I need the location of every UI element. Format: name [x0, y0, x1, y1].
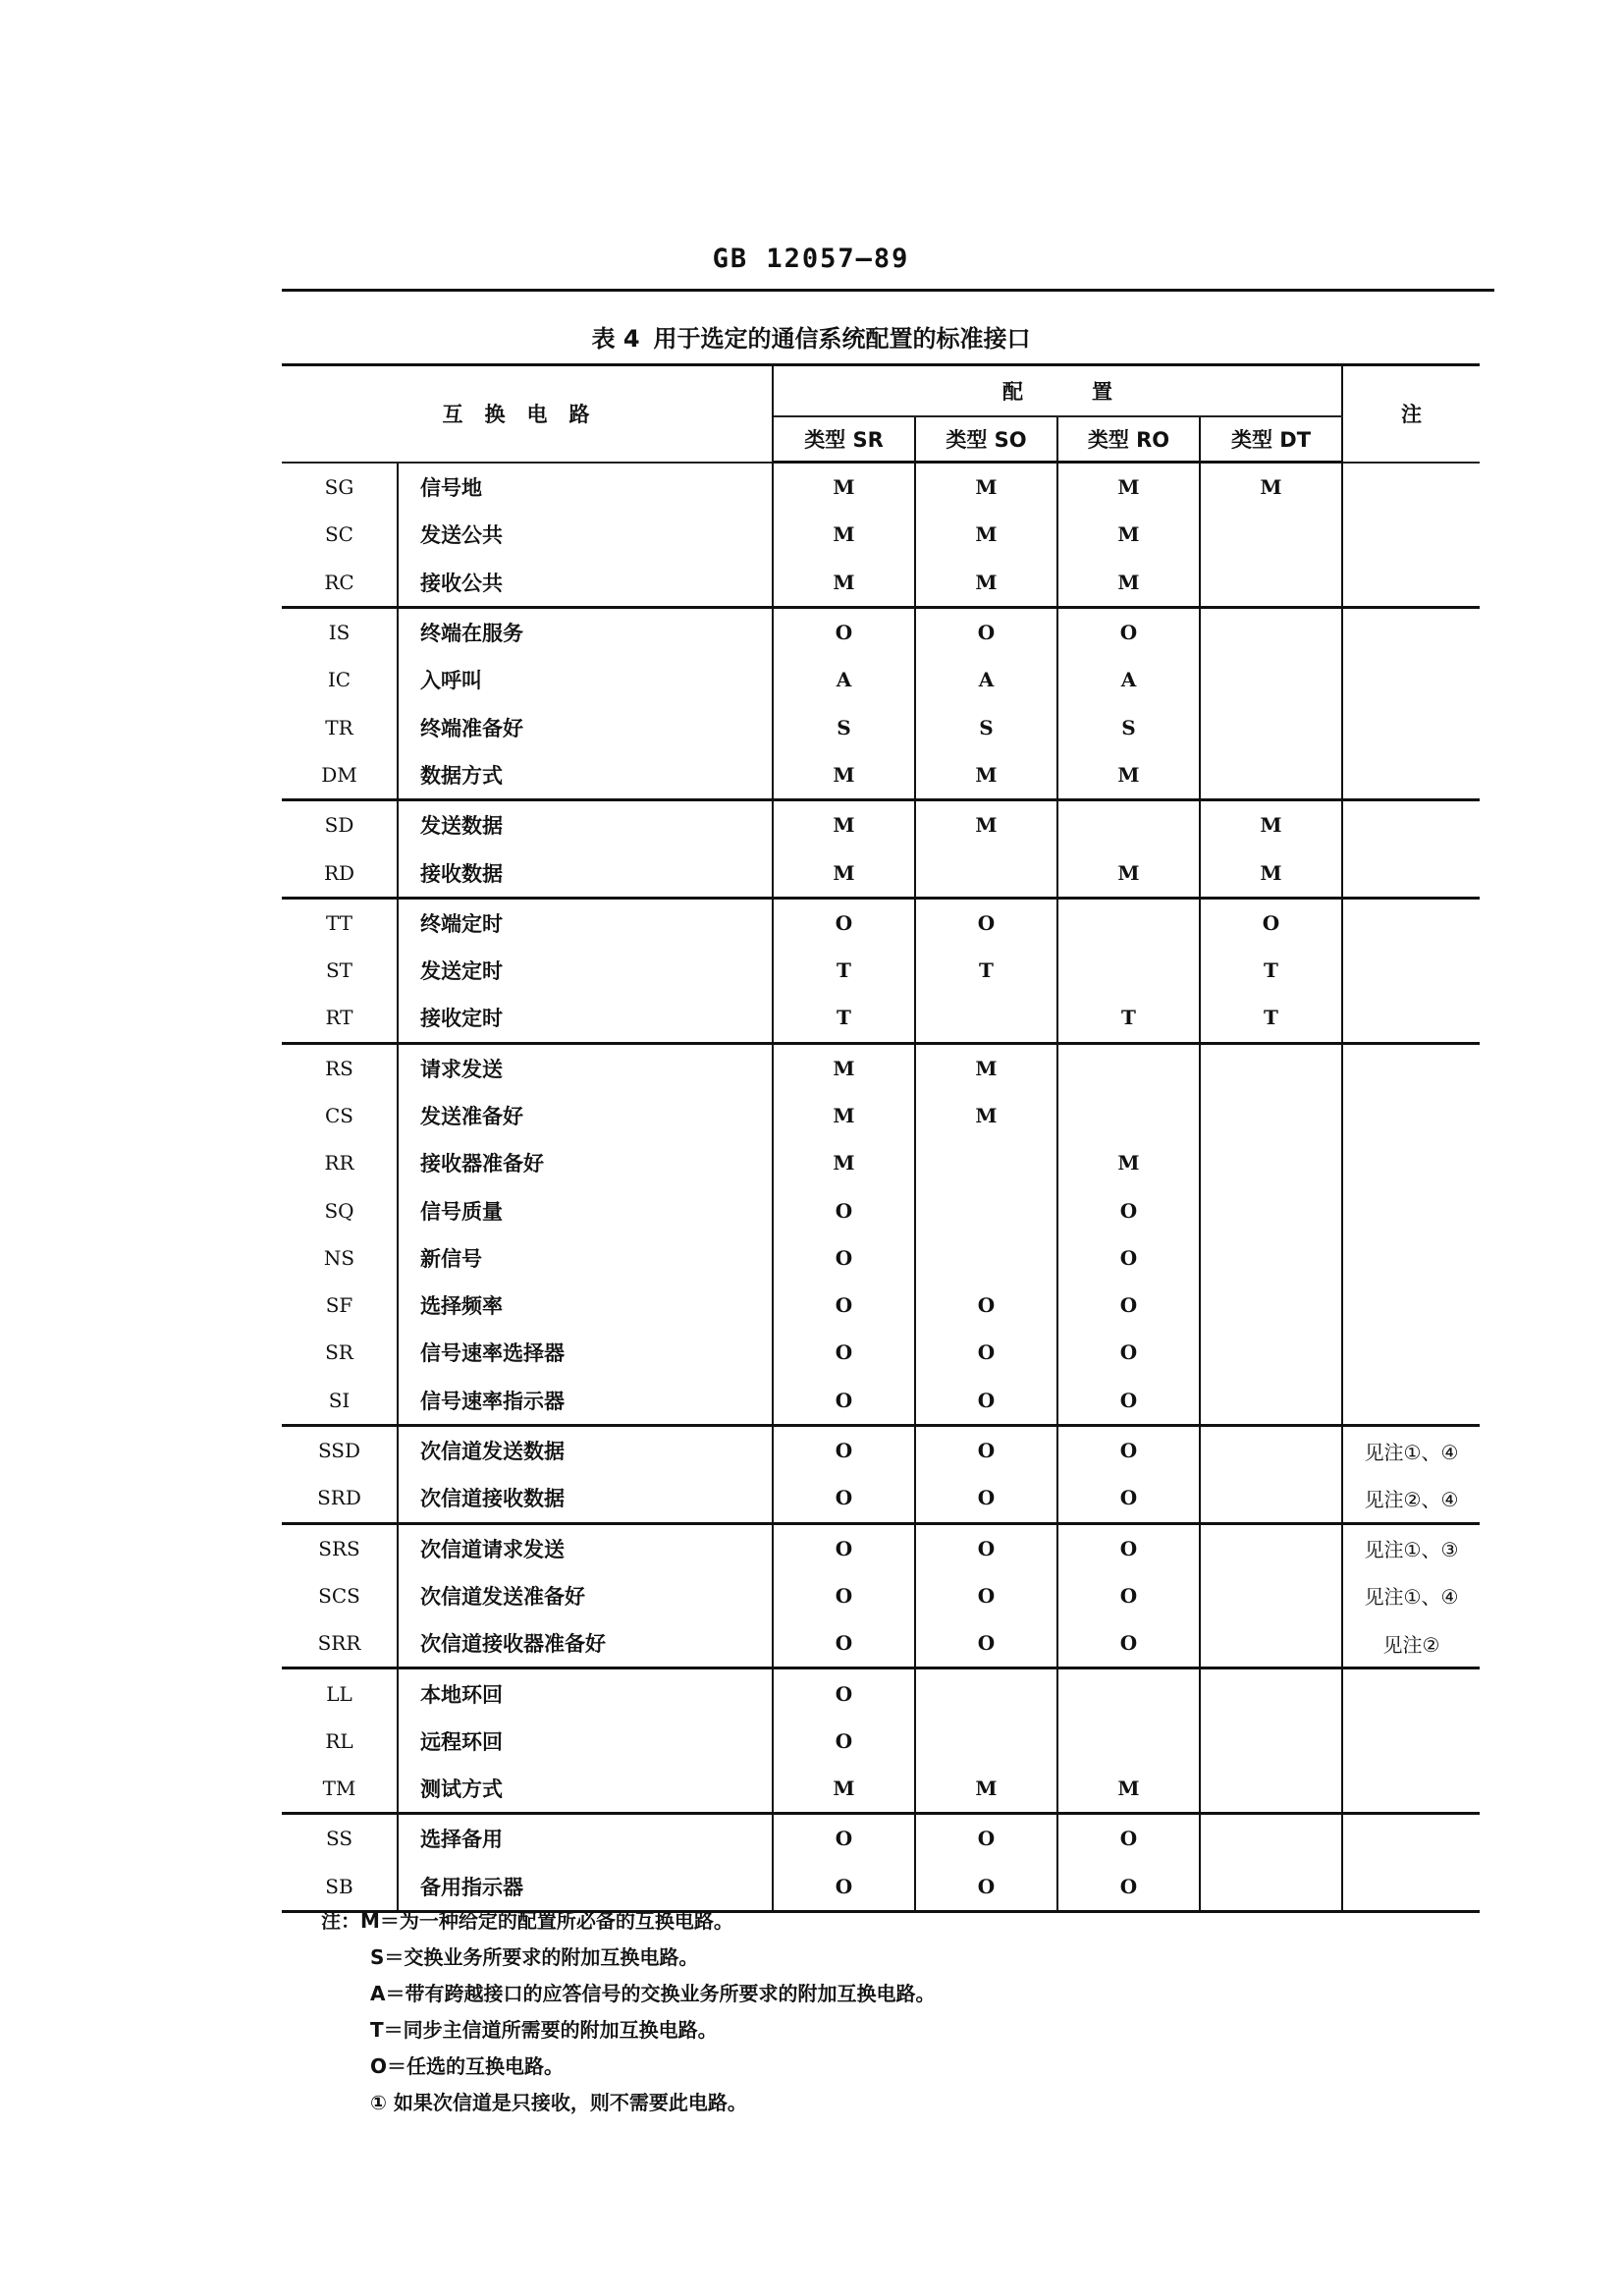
table-row [282, 1814, 1480, 1863]
type-sr-value: O [773, 1329, 915, 1376]
type-ro-value: O [1057, 1619, 1200, 1668]
note-value [1342, 947, 1480, 994]
note-value [1342, 1282, 1480, 1329]
type-sr-value: O [773, 898, 915, 947]
note-value: 见注② [1342, 1619, 1480, 1668]
type-sr-value: T [773, 994, 915, 1043]
type-so-value: O [915, 1863, 1057, 1912]
type-ro-value [1057, 1092, 1200, 1139]
type-ro-value: O [1057, 1282, 1200, 1329]
type-dt-value [1200, 1092, 1342, 1139]
type-ro-value: S [1057, 703, 1200, 750]
circuit-code: SSD [282, 1425, 398, 1474]
circuit-name: 本地环回 [398, 1668, 773, 1718]
note-value [1342, 1043, 1480, 1092]
table-row [282, 1043, 1480, 1092]
legend-t: T＝同步主信道所需要的附加互换电路。 [370, 2018, 718, 2042]
legend-a: A＝带有跨越接口的应答信号的交换业务所要求的附加互换电路。 [370, 1982, 936, 2005]
circuit-code: RS [282, 1043, 398, 1092]
circuit-name: 发送定时 [398, 947, 773, 994]
circuit-name: 入呼叫 [398, 656, 773, 703]
type-sr-value: O [773, 1377, 915, 1426]
type-dt-value [1200, 1234, 1342, 1282]
document-header: GB 12057—89 [712, 244, 910, 274]
type-so-value [915, 994, 1057, 1043]
type-so-value: O [915, 1572, 1057, 1619]
type-dt-value [1200, 751, 1342, 800]
type-sr-value: O [773, 1474, 915, 1523]
type-dt-value: O [1200, 898, 1342, 947]
type-dt-value: T [1200, 947, 1342, 994]
circuit-code: SCS [282, 1572, 398, 1619]
type-so-value: O [915, 1474, 1057, 1523]
circuit-code: NS [282, 1234, 398, 1282]
legend-m: M＝为一种给定的配置所必备的互换电路。 [360, 1909, 733, 1933]
type-ro-value: O [1057, 1329, 1200, 1376]
type-so-value: O [915, 1425, 1057, 1474]
table-row [282, 656, 1480, 703]
type-so-value: M [915, 800, 1057, 849]
legend-o: O＝任选的互换电路。 [370, 2054, 565, 2078]
note-value [1342, 994, 1480, 1043]
type-so-value: O [915, 607, 1057, 656]
note-value [1342, 656, 1480, 703]
table-row [282, 511, 1480, 558]
type-so-value [915, 1234, 1057, 1282]
circuit-code: SS [282, 1814, 398, 1863]
table-title [0, 319, 1622, 354]
type-sr-value: S [773, 703, 915, 750]
type-ro-value: O [1057, 1186, 1200, 1233]
type-dt-value [1200, 1139, 1342, 1186]
circuit-code: SRS [282, 1523, 398, 1572]
circuit-name: 新信号 [398, 1234, 773, 1282]
header-type-sr: 类型 SR [773, 416, 915, 463]
circuit-name: 测试方式 [398, 1765, 773, 1814]
circuit-name: 终端定时 [398, 898, 773, 947]
note-value [1342, 607, 1480, 656]
type-ro-value: T [1057, 994, 1200, 1043]
type-so-value: M [915, 1043, 1057, 1092]
type-dt-value: M [1200, 463, 1342, 512]
header-type-ro: 类型 RO [1057, 416, 1200, 463]
table-number: 表 4 [591, 325, 640, 353]
circuit-code: TR [282, 703, 398, 750]
type-sr-value: M [773, 1139, 915, 1186]
note-value [1342, 848, 1480, 898]
note-value [1342, 463, 1480, 512]
type-dt-value: M [1200, 848, 1342, 898]
type-ro-value: M [1057, 559, 1200, 608]
table-row [282, 1139, 1480, 1186]
header-note: 注 [1342, 365, 1480, 463]
circuit-code: IC [282, 656, 398, 703]
type-so-value [915, 848, 1057, 898]
type-sr-value: M [773, 511, 915, 558]
header-config: 配置 [773, 365, 1342, 417]
type-dt-value [1200, 1329, 1342, 1376]
circuit-code: RT [282, 994, 398, 1043]
type-so-value: O [915, 1523, 1057, 1572]
circuit-name: 次信道接收器准备好 [398, 1619, 773, 1668]
circuit-name: 接收定时 [398, 994, 773, 1043]
circuit-name: 信号质量 [398, 1186, 773, 1233]
type-sr-value: O [773, 1863, 915, 1912]
type-dt-value [1200, 1718, 1342, 1765]
type-ro-value: M [1057, 1765, 1200, 1814]
type-so-value [915, 1718, 1057, 1765]
circuit-code: SB [282, 1863, 398, 1912]
type-dt-value [1200, 1814, 1342, 1863]
table-body [282, 463, 1480, 1912]
type-ro-value: M [1057, 1139, 1200, 1186]
circuit-name: 终端准备好 [398, 703, 773, 750]
circuit-name: 发送数据 [398, 800, 773, 849]
type-dt-value [1200, 1863, 1342, 1912]
type-so-value: M [915, 1765, 1057, 1814]
note-value [1342, 1234, 1480, 1282]
circuit-name: 数据方式 [398, 751, 773, 800]
table-row [282, 1092, 1480, 1139]
circuit-name: 接收公共 [398, 559, 773, 608]
circuit-code: SRR [282, 1619, 398, 1668]
note-value [1342, 1329, 1480, 1376]
type-sr-value: M [773, 848, 915, 898]
circuit-name: 次信道请求发送 [398, 1523, 773, 1572]
type-dt-value [1200, 1186, 1342, 1233]
circuit-name: 备用指示器 [398, 1863, 773, 1912]
type-dt-value [1200, 559, 1342, 608]
legend-line [321, 1903, 935, 1940]
type-sr-value: O [773, 607, 915, 656]
table-row [282, 1282, 1480, 1329]
note-value: 见注①、④ [1342, 1572, 1480, 1619]
circuit-code: LL [282, 1668, 398, 1718]
table-row [282, 1474, 1480, 1523]
note-value [1342, 703, 1480, 750]
legend-s: S＝交换业务所要求的附加互换电路。 [370, 1945, 699, 1969]
type-ro-value: M [1057, 848, 1200, 898]
note-value [1342, 800, 1480, 849]
note-value [1342, 1186, 1480, 1233]
circuit-name: 请求发送 [398, 1043, 773, 1092]
type-sr-value: M [773, 1092, 915, 1139]
circuit-name: 选择频率 [398, 1282, 773, 1329]
table-row [282, 898, 1480, 947]
note-value [1342, 511, 1480, 558]
type-ro-value: O [1057, 1572, 1200, 1619]
table-row [282, 463, 1480, 512]
circuit-code: SI [282, 1377, 398, 1426]
type-ro-value: M [1057, 751, 1200, 800]
table-row [282, 1234, 1480, 1282]
circuit-code: IS [282, 607, 398, 656]
type-dt-value [1200, 656, 1342, 703]
circuit-code: SD [282, 800, 398, 849]
type-sr-value: M [773, 1765, 915, 1814]
note-value [1342, 559, 1480, 608]
circuit-name: 信号速率指示器 [398, 1377, 773, 1426]
circuit-code: DM [282, 751, 398, 800]
table-row [282, 1329, 1480, 1376]
table-row [282, 1572, 1480, 1619]
type-so-value: M [915, 559, 1057, 608]
type-sr-value: T [773, 947, 915, 994]
type-so-value [915, 1668, 1057, 1718]
table-row [282, 703, 1480, 750]
type-dt-value: T [1200, 994, 1342, 1043]
type-sr-value: M [773, 800, 915, 849]
type-so-value: M [915, 511, 1057, 558]
type-sr-value: O [773, 1186, 915, 1233]
note-value: 见注①、④ [1342, 1425, 1480, 1474]
note-value [1342, 1668, 1480, 1718]
type-ro-value: O [1057, 1474, 1200, 1523]
type-so-value: M [915, 463, 1057, 512]
note-value [1342, 1718, 1480, 1765]
circuit-name: 次信道发送数据 [398, 1425, 773, 1474]
type-sr-value: M [773, 559, 915, 608]
circuit-code: SQ [282, 1186, 398, 1233]
table-title-text: 用于选定的通信系统配置的标准接口 [653, 325, 1031, 353]
table-row [282, 1765, 1480, 1814]
legend-note-1: ① 如果次信道是只接收，则不需要此电路。 [370, 2091, 747, 2114]
table-row [282, 947, 1480, 994]
type-so-value: A [915, 656, 1057, 703]
circuit-code: RC [282, 559, 398, 608]
type-so-value: M [915, 1092, 1057, 1139]
type-sr-value: M [773, 751, 915, 800]
type-dt-value [1200, 1765, 1342, 1814]
table-row [282, 1186, 1480, 1233]
type-dt-value [1200, 1377, 1342, 1426]
circuit-code: TM [282, 1765, 398, 1814]
note-value [1342, 1092, 1480, 1139]
type-sr-value: M [773, 1043, 915, 1092]
type-ro-value [1057, 1668, 1200, 1718]
type-sr-value: O [773, 1718, 915, 1765]
table-row [282, 1377, 1480, 1426]
circuit-name: 终端在服务 [398, 607, 773, 656]
circuit-code: SF [282, 1282, 398, 1329]
type-dt-value [1200, 1474, 1342, 1523]
type-dt-value [1200, 1619, 1342, 1668]
circuit-name: 接收数据 [398, 848, 773, 898]
header-circuit: 互换电路 [282, 365, 773, 463]
type-so-value: O [915, 1377, 1057, 1426]
header-type-dt: 类型 DT [1200, 416, 1342, 463]
type-sr-value: A [773, 656, 915, 703]
type-so-value: M [915, 751, 1057, 800]
type-ro-value [1057, 800, 1200, 849]
table-row [282, 848, 1480, 898]
type-so-value [915, 1139, 1057, 1186]
type-ro-value: O [1057, 1863, 1200, 1912]
type-sr-value: O [773, 1619, 915, 1668]
note-value [1342, 898, 1480, 947]
header-rule [282, 289, 1494, 292]
circuit-code: RD [282, 848, 398, 898]
type-so-value: S [915, 703, 1057, 750]
table-row [282, 559, 1480, 608]
type-so-value: O [915, 1814, 1057, 1863]
type-ro-value: M [1057, 463, 1200, 512]
type-ro-value: O [1057, 1377, 1200, 1426]
type-dt-value: M [1200, 800, 1342, 849]
circuit-code: RL [282, 1718, 398, 1765]
circuit-code: SC [282, 511, 398, 558]
type-so-value: O [915, 1619, 1057, 1668]
type-ro-value: A [1057, 656, 1200, 703]
type-so-value [915, 1186, 1057, 1233]
note-value [1342, 1863, 1480, 1912]
table-row [282, 1425, 1480, 1474]
type-dt-value [1200, 1282, 1342, 1329]
table-row [282, 1523, 1480, 1572]
circuit-name: 远程环回 [398, 1718, 773, 1765]
table-row [282, 607, 1480, 656]
circuit-name: 信号速率选择器 [398, 1329, 773, 1376]
type-ro-value: O [1057, 1234, 1200, 1282]
type-dt-value [1200, 1425, 1342, 1474]
circuit-code: TT [282, 898, 398, 947]
circuit-code: SRD [282, 1474, 398, 1523]
type-dt-value [1200, 1043, 1342, 1092]
table-row [282, 751, 1480, 800]
circuit-name: 接收器准备好 [398, 1139, 773, 1186]
circuit-code: ST [282, 947, 398, 994]
circuit-code: SR [282, 1329, 398, 1376]
table-legend [321, 1903, 935, 2121]
type-so-value: O [915, 1282, 1057, 1329]
table-row [282, 1668, 1480, 1718]
type-so-value: O [915, 898, 1057, 947]
type-sr-value: O [773, 1282, 915, 1329]
type-so-value: O [915, 1329, 1057, 1376]
note-value [1342, 751, 1480, 800]
type-sr-value: M [773, 463, 915, 512]
type-ro-value [1057, 947, 1200, 994]
type-ro-value: O [1057, 1425, 1200, 1474]
type-ro-value: O [1057, 607, 1200, 656]
circuit-name: 选择备用 [398, 1814, 773, 1863]
type-dt-value [1200, 1668, 1342, 1718]
note-value [1342, 1814, 1480, 1863]
type-ro-value: O [1057, 1814, 1200, 1863]
circuit-code: SG [282, 463, 398, 512]
type-dt-value [1200, 511, 1342, 558]
circuit-code: RR [282, 1139, 398, 1186]
circuit-name: 次信道发送准备好 [398, 1572, 773, 1619]
type-ro-value: M [1057, 511, 1200, 558]
interface-table [282, 363, 1480, 1913]
type-ro-value [1057, 898, 1200, 947]
type-ro-value [1057, 1043, 1200, 1092]
type-ro-value [1057, 1718, 1200, 1765]
table-row [282, 1718, 1480, 1765]
table-row [282, 994, 1480, 1043]
type-dt-value [1200, 1523, 1342, 1572]
type-sr-value: O [773, 1668, 915, 1718]
note-value [1342, 1765, 1480, 1814]
circuit-name: 发送准备好 [398, 1092, 773, 1139]
legend-prefix: 注： [321, 1909, 360, 1933]
note-value [1342, 1377, 1480, 1426]
table-row [282, 800, 1480, 849]
header-type-so: 类型 SO [915, 416, 1057, 463]
table-row [282, 1619, 1480, 1668]
type-dt-value [1200, 703, 1342, 750]
type-sr-value: O [773, 1572, 915, 1619]
type-sr-value: O [773, 1523, 915, 1572]
type-so-value: T [915, 947, 1057, 994]
circuit-name: 次信道接收数据 [398, 1474, 773, 1523]
note-value: 见注②、④ [1342, 1474, 1480, 1523]
note-value: 见注①、③ [1342, 1523, 1480, 1572]
type-sr-value: O [773, 1814, 915, 1863]
circuit-name: 发送公共 [398, 511, 773, 558]
type-ro-value: O [1057, 1523, 1200, 1572]
circuit-name: 信号地 [398, 463, 773, 512]
type-dt-value [1200, 607, 1342, 656]
type-sr-value: O [773, 1425, 915, 1474]
circuit-code: CS [282, 1092, 398, 1139]
type-sr-value: O [773, 1234, 915, 1282]
note-value [1342, 1139, 1480, 1186]
type-dt-value [1200, 1572, 1342, 1619]
